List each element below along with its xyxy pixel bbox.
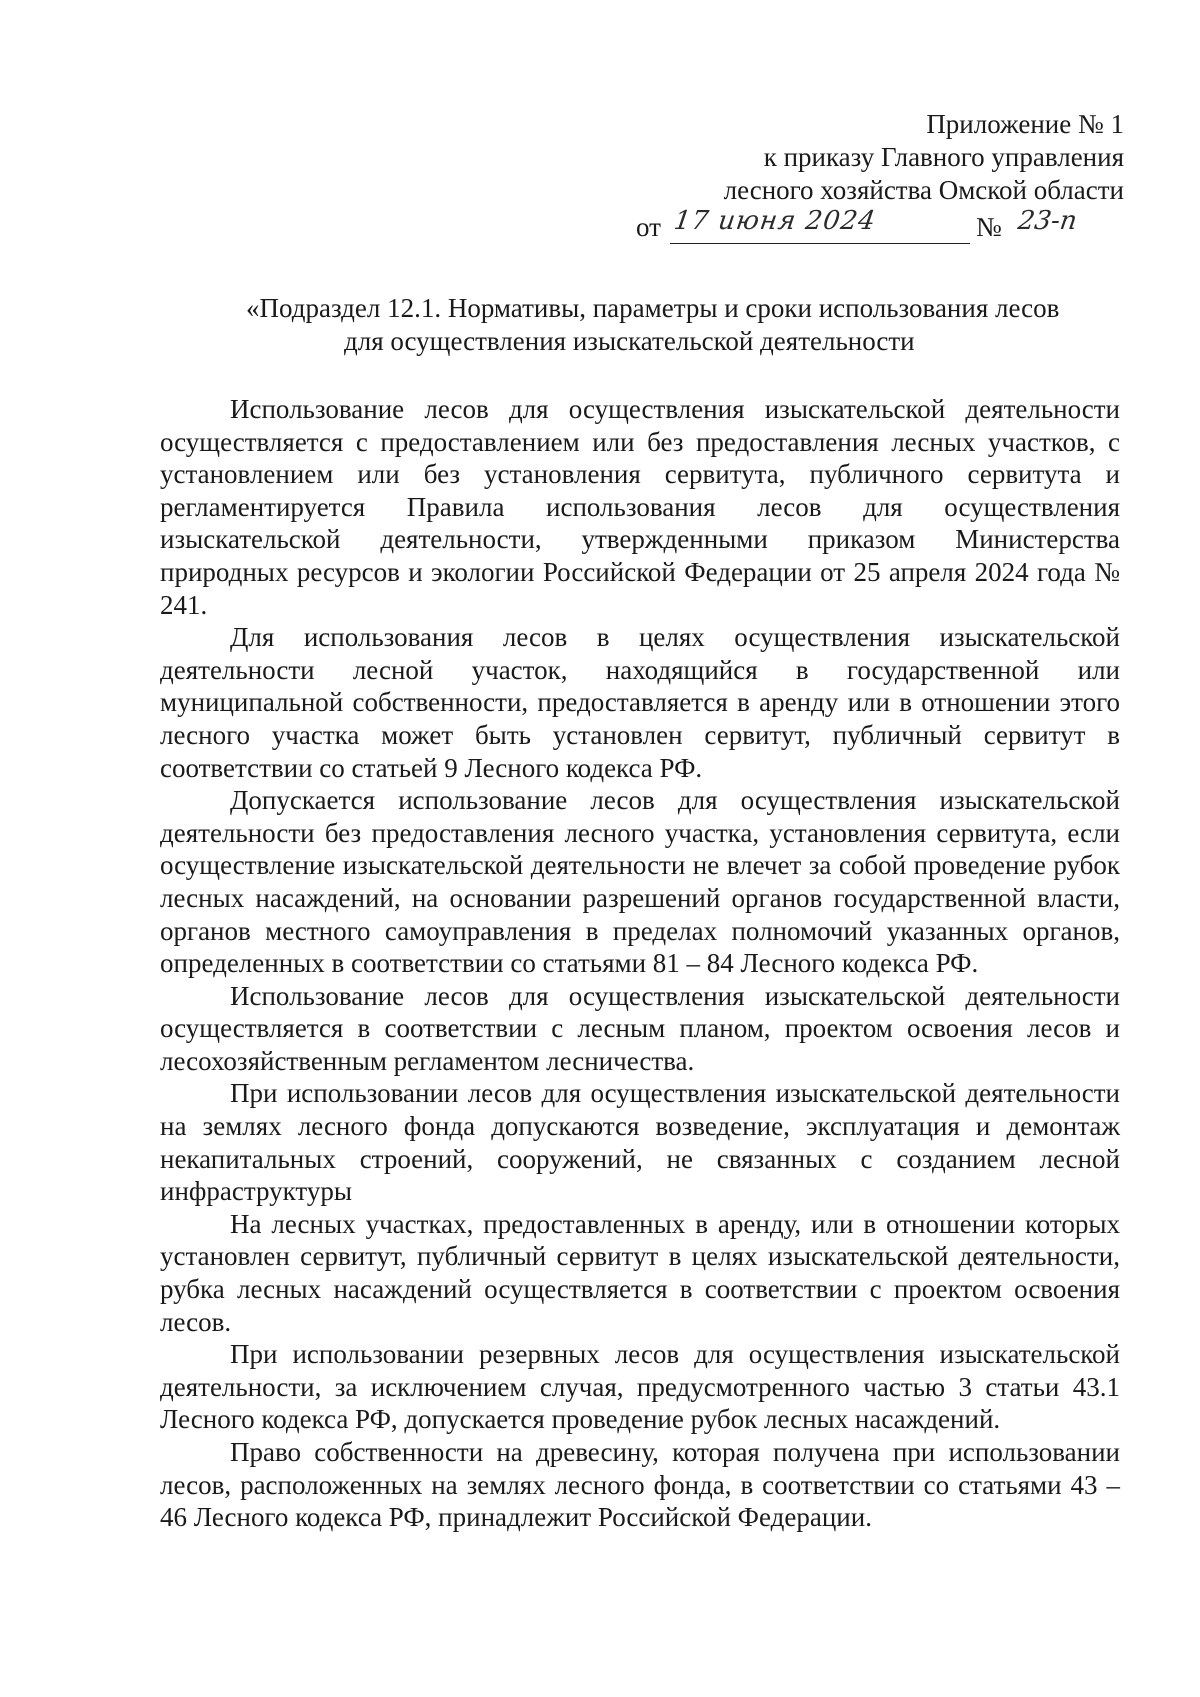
- section-title-line-1: «Подраздел 12.1. Нормативы, параметры и сроки использования лесов: [246, 293, 1060, 323]
- paragraph: При использовании лесов для осуществления изыскательской деятельности на землях лесного фонда допускаются возведение, эксплуатация и демонтаж некапитальных строений, сооружений, не связанных с созданием лесной инфраструктуры: [160, 1078, 1120, 1207]
- authority-line: лесного хозяйства Омской области: [723, 175, 1124, 205]
- handwritten-date: 17 июня 2024: [671, 206, 878, 236]
- date-prefix: от: [636, 212, 661, 242]
- section-title: [160, 292, 1140, 358]
- order-reference-line: к приказу Главного управления: [763, 142, 1124, 172]
- section-title-line-2: для осуществления изыскательской деятельности: [344, 326, 915, 356]
- paragraph: Использование лесов для осуществления изыскательской деятельности осуществляется с предоставлением или без предоставления лесных участков, с установлением или без установления сервитута, публичного сервитута и регламентируется Правила использования лесов для осуществления изыскательской деятельности, утвержденными приказом Министерства природных ресурсов и экологии Российской Федерации от 25 апреля 2024 года № 241.: [160, 394, 1120, 620]
- paragraph: Для использования лесов в целях осуществления изыскательской деятельности лесной участок, находящийся в государственной или муниципальной собственности, предоставляется в аренду или в отношении этого лесного участка может быть установлен сервитут, публичный сервитут в соответствии со статьей 9 Лесного кодекса РФ.: [160, 622, 1120, 783]
- paragraph: Использование лесов для осуществления изыскательской деятельности осуществляется в соответствии с лесным планом, проектом освоения лесов и лесохозяйственным регламентом лесничества.: [160, 980, 1120, 1076]
- paragraph: Допускается использование лесов для осуществления изыскательской деятельности без предоставления лесного участка, установления сервитута, если осуществление изыскательской деятельности не влечет за собой проведение рубок лесных насаждений, на основании разрешений органов государственной власти, органов местного самоуправления в пределах полномочий указанных органов, определенных в соответствии со статьями 81 – 84 Лесного кодекса РФ.: [160, 785, 1120, 979]
- date-number-line: [564, 206, 1124, 249]
- paragraph: Право собственности на древесину, которая получена при использовании лесов, расположенных на землях лесного фонда, в соответствии со статьями 43 – 46 Лесного кодекса РФ, принадлежит Российской Федерации.: [160, 1437, 1120, 1533]
- paragraph: При использовании резервных лесов для осуществления изыскательской деятельности, за исключением случая, предусмотренного частью 3 статьи 43.1 Лесного кодекса РФ, допускается проведение рубок лесных насаждений.: [160, 1339, 1120, 1435]
- paragraph: На лесных участках, предоставленных в аренду, или в отношении которых установлен сервитут, публичный сервитут в целях изыскательской деятельности, рубка лесных насаждений осуществляется в соответствии с проектом освоения лесов.: [160, 1208, 1120, 1337]
- appendix-title: Приложение № 1: [926, 109, 1124, 139]
- number-field: [1016, 207, 1116, 241]
- appendix-header: [564, 108, 1124, 249]
- body-text: [160, 393, 1120, 1534]
- handwritten-number: 23-п: [1015, 206, 1079, 236]
- number-prefix: №: [976, 212, 1002, 242]
- date-field: [670, 206, 970, 244]
